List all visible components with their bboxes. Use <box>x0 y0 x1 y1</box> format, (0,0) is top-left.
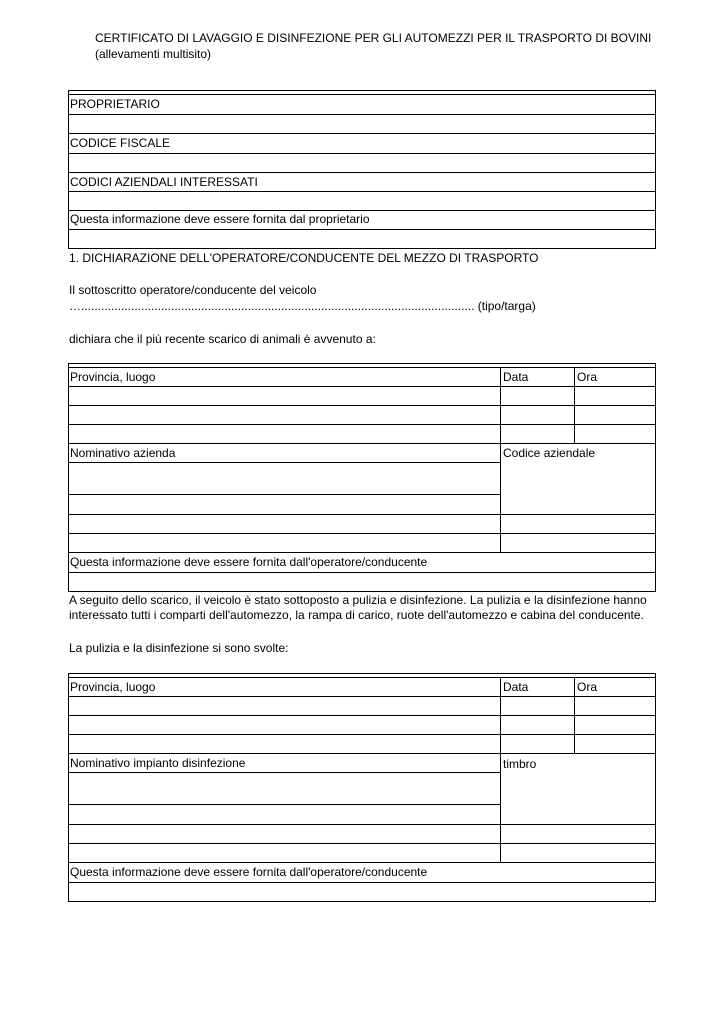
unload-provincia-label: Provincia, luogo <box>70 370 156 384</box>
codice-fiscale-label: CODICE FISCALE <box>70 136 171 150</box>
section1-line2: …...................................................................................................................... (tipo/targa) <box>69 299 536 313</box>
document-subtitle: (allevamenti multisito) <box>95 47 212 61</box>
paragraph-line1: A seguito dello scarico, il veicolo è stato sottoposto a pulizia e disinfezione. La pulizia e la disinfezione hanno <box>69 593 647 607</box>
clean-ora-label: Ora <box>577 680 598 694</box>
proprietario-label: PROPRIETARIO <box>70 97 160 111</box>
clean-provincia-label: Provincia, luogo <box>70 680 156 694</box>
document-title: CERTIFICATO DI LAVAGGIO E DISINFEZIONE PER GLI AUTOMEZZI PER IL TRASPORTO DI BOVINI <box>95 31 652 45</box>
clean-timbro-label: timbro <box>503 757 537 771</box>
clean-nominativo-label: Nominativo impianto disinfezione <box>70 756 246 770</box>
paragraph-line2: interessato tutti i comparti dell'automezzo, la rampa di carico, ruote dell'automezzo e cabina del conducente. <box>69 608 644 622</box>
paragraph-line3: La pulizia e la disinfezione si sono svolte: <box>69 641 289 655</box>
unload-ora-label: Ora <box>577 370 598 384</box>
owner-note: Questa informazione deve essere fornita dal proprietario <box>70 212 370 226</box>
section1-line3: dichiara che il più recente scarico di animali è avvenuto a: <box>69 332 376 346</box>
section1-heading: 1. DICHIARAZIONE DELL'OPERATORE/CONDUCENTE DEL MEZZO DI TRASPORTO <box>69 251 539 265</box>
section1-line1: Il sottoscritto operatore/conducente del veicolo <box>69 283 317 297</box>
unload-data-label: Data <box>503 370 529 384</box>
clean-note: Questa informazione deve essere fornita dall'operatore/conducente <box>70 865 428 879</box>
unload-codice-label: Codice aziendale <box>503 446 596 460</box>
codici-aziendali-label: CODICI AZIENDALI INTERESSATI <box>70 175 258 189</box>
clean-data-label: Data <box>503 680 529 694</box>
unload-note: Questa informazione deve essere fornita dall'operatore/conducente <box>70 555 428 569</box>
unload-nominativo-label: Nominativo azienda <box>70 446 176 460</box>
